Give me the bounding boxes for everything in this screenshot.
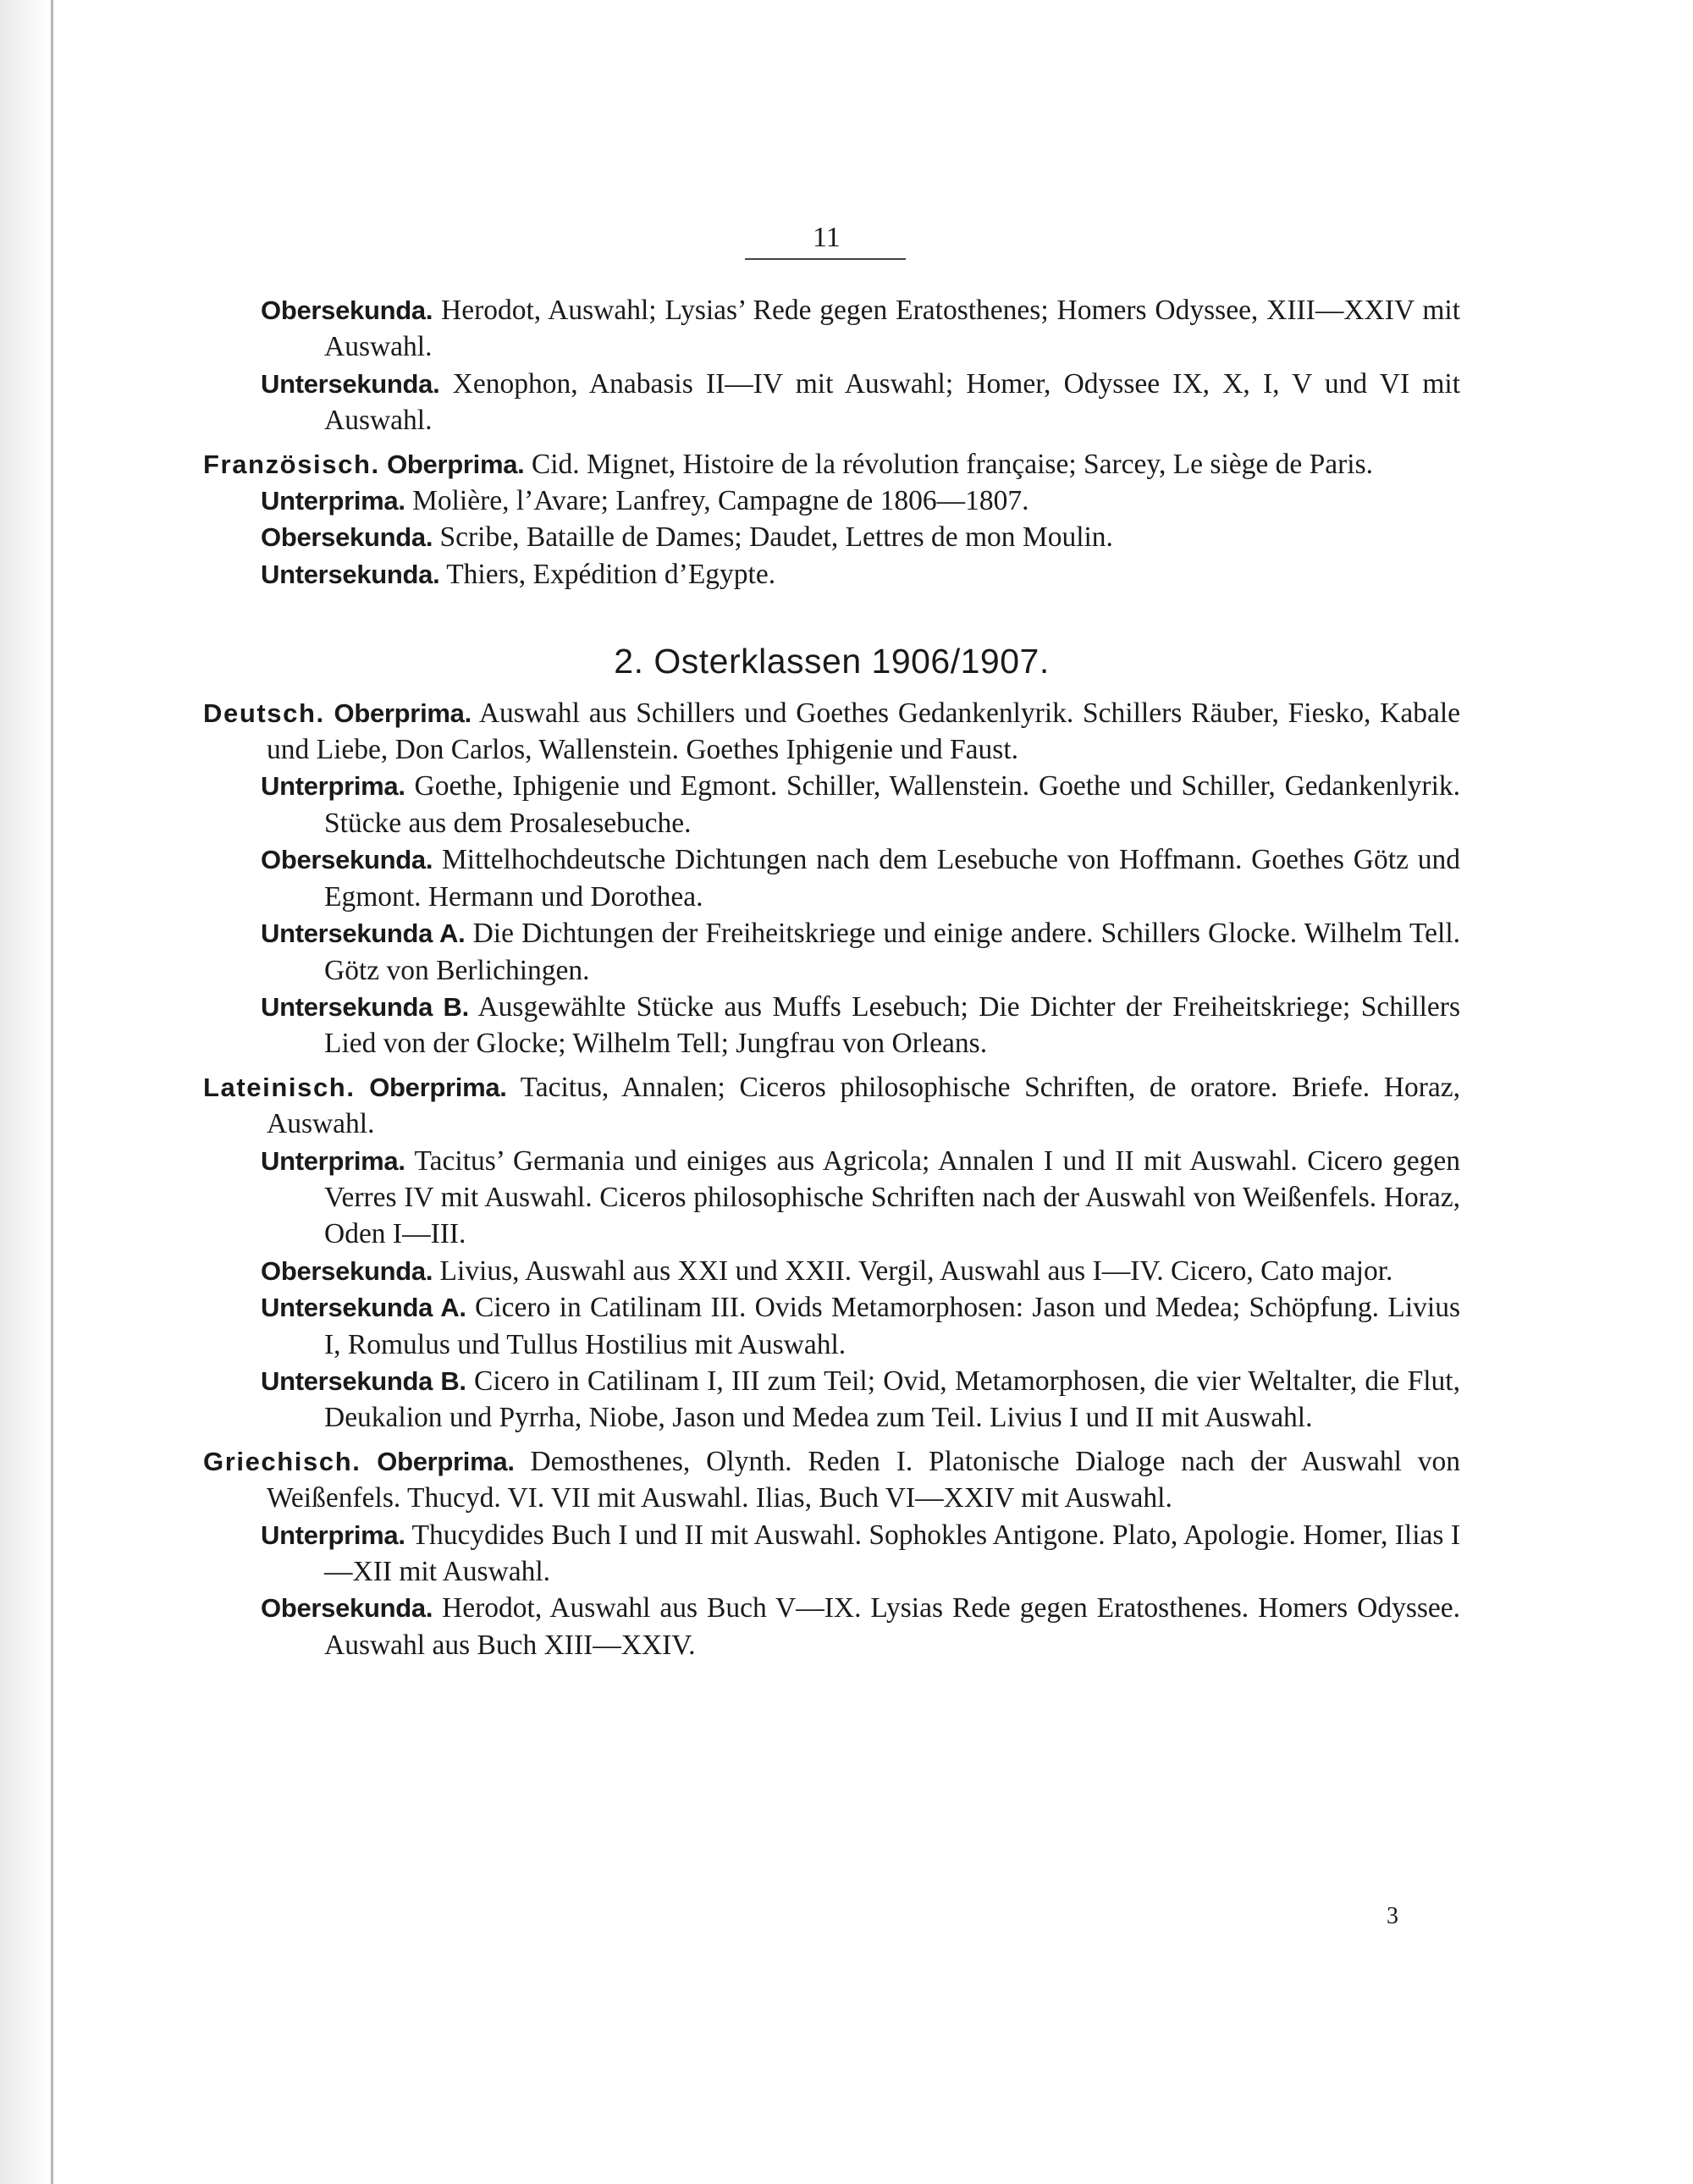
page-binding-line <box>51 0 53 2184</box>
class-label: Untersekunda B. <box>261 1365 466 1396</box>
class-label: Obersekunda. <box>261 522 433 553</box>
class-label: Unterprima. <box>261 1145 405 1176</box>
class-entry <box>261 1143 1460 1253</box>
reading-list-text: Die Dichtungen der Freiheitskriege und einige andere. Schillers Glocke. Wilhelm Tell. Götz von Berlichingen. <box>324 918 1461 986</box>
subject-label: Deutsch. <box>203 698 325 728</box>
reading-list-text: Auswahl aus Schillers und Goethes Gedankenlyrik. Schillers Räuber, Fiesko, Kabale und Liebe, Don Carlos, Wallenstein. Goethes Iphigenie und Faust. <box>267 697 1461 766</box>
class-entry <box>261 519 1460 555</box>
class-label: Untersekunda. <box>261 559 440 589</box>
class-label: Untersekunda. <box>261 368 440 399</box>
class-label: Oberprima. <box>377 1446 515 1476</box>
reading-list-text: Mittelhochdeutsche Dichtungen nach dem Lesebuche von Hoffmann. Goethes Götz und Egmont. Hermann und Dorothea. <box>324 844 1461 913</box>
reading-list-text: Cicero in Catilinam I, III zum Teil; Ovid, Metamorphosen, die vier Weltalter, die Flut, Deukalion und Pyrrha, Niobe, Jason und Medea zum Teil. Livius I und II mit Auswahl. <box>324 1365 1460 1434</box>
class-entry <box>261 1289 1460 1363</box>
class-entry <box>261 915 1460 989</box>
subject-label: Griechisch. <box>203 1446 361 1476</box>
subject-label: Französisch. <box>203 449 380 479</box>
signature-mark: 3 <box>1387 1903 1398 1929</box>
page-number-rule <box>745 258 906 260</box>
reading-list-text: Scribe, Bataille de Dames; Daudet, Lettres de mon Moulin. <box>439 521 1113 554</box>
reading-list-text: Ausgewählte Stücke aus Muffs Lesebuch; Die Dichter der Freiheitskriege; Schillers Lied von der Glocke; Wilhelm Tell; Jungfrau von Orleans. <box>324 990 1460 1060</box>
reading-list-text: Livius, Auswahl aus XXI und XXII. Vergil, Auswahl aus I—IV. Cicero, Cato major. <box>439 1255 1393 1287</box>
section-heading: 2. Osterklassen 1906/1907. <box>614 642 1050 681</box>
reading-list-text: Demosthenes, Olynth. Reden I. Platonische Dialoge nach der Auswahl von Weißenfels. Thucyd. VI. VII mit Auswahl. Ilias, Buch VI—XXIV mit Auswahl. <box>267 1445 1460 1514</box>
lower-entry-list <box>203 695 1460 1664</box>
reading-list-text: Herodot, Auswahl; Lysias’ Rede gegen Eratosthenes; Homers Odyssee, XIII—XXIV mit Auswahl. <box>324 295 1461 363</box>
class-entry <box>261 366 1460 439</box>
reading-list-text: Goethe, Iphigenie und Egmont. Schiller, Wallenstein. Goethe und Schiller, Gedankenlyrik. Stücke aus dem Prosalesebuche. <box>324 770 1461 839</box>
reading-list-text: Tacitus, Annalen; Ciceros philosophische Schriften, de oratore. Briefe. Horaz, Auswahl. <box>267 1071 1460 1140</box>
reading-list-text: Herodot, Auswahl aus Buch V—IX. Lysias Rede gegen Eratosthenes. Homers Odyssee. Auswahl aus Buch XIII—XXIV. <box>324 1592 1461 1661</box>
class-entry <box>261 1363 1460 1437</box>
class-entry <box>261 292 1460 366</box>
reading-list-text: Thucydides Buch I und II mit Auswahl. Sophokles Antigone. Plato, Apologie. Homer, Ilias I—XII mit Auswahl. <box>324 1519 1460 1587</box>
subject-entry <box>203 446 1460 483</box>
class-label: Obersekunda. <box>261 1593 433 1624</box>
subject-label: Lateinisch. <box>203 1072 356 1102</box>
class-label: Untersekunda A. <box>261 1293 466 1323</box>
class-label: Obersekunda. <box>261 845 433 875</box>
reading-list-text: Cid. Mignet, Histoire de la révolution française; Sarcey, Le siège de Paris. <box>531 448 1373 480</box>
reading-list-text: Molière, l’Avare; Lanfrey, Campagne de 1806—1807. <box>412 485 1029 517</box>
class-entry <box>261 989 1460 1062</box>
class-entry <box>261 841 1460 915</box>
class-entry <box>261 1517 1460 1591</box>
page-binding-edge <box>0 0 52 2184</box>
subject-entry <box>203 1443 1460 1517</box>
reading-list-text: Xenophon, Anabasis II—IV mit Auswahl; Homer, Odyssee IX, X, I, V und VI mit Auswahl. <box>324 367 1460 437</box>
class-label: Obersekunda. <box>261 1255 433 1286</box>
class-label: Untersekunda A. <box>261 918 466 949</box>
class-label: Unterprima. <box>261 486 405 516</box>
upper-entry-list <box>203 292 1460 593</box>
class-label: Untersekunda B. <box>261 991 469 1022</box>
class-label: Oberprima. <box>334 698 472 728</box>
class-label: Unterprima. <box>261 1519 405 1550</box>
class-label: Unterprima. <box>261 771 405 802</box>
subject-entry <box>203 695 1460 769</box>
class-entry <box>261 768 1460 841</box>
page-number: 11 <box>813 222 841 253</box>
reading-list-text: Thiers, Expédition d’Egypte. <box>446 558 776 590</box>
subject-entry <box>203 1069 1460 1143</box>
class-label: Obersekunda. <box>261 295 433 325</box>
class-entry <box>261 483 1460 519</box>
class-entry <box>261 1590 1460 1663</box>
reading-list-text: Cicero in Catilinam III. Ovids Metamorphosen: Jason und Medea; Schöpfung. Livius I, Romulus und Tullus Hostilius mit Auswahl. <box>324 1292 1461 1360</box>
class-entry <box>261 556 1460 593</box>
reading-list-text: Tacitus’ Germania und einiges aus Agricola; Annalen I und II mit Auswahl. Cicero gegen Verres IV mit Auswahl. Ciceros philosophische Schriften nach der Auswahl von Weißenfels. Horaz, Oden I—III. <box>324 1144 1460 1250</box>
class-label: Oberprima. <box>387 449 525 479</box>
class-entry <box>261 1253 1460 1289</box>
class-label: Oberprima. <box>369 1072 507 1102</box>
document-body <box>203 292 1460 1663</box>
